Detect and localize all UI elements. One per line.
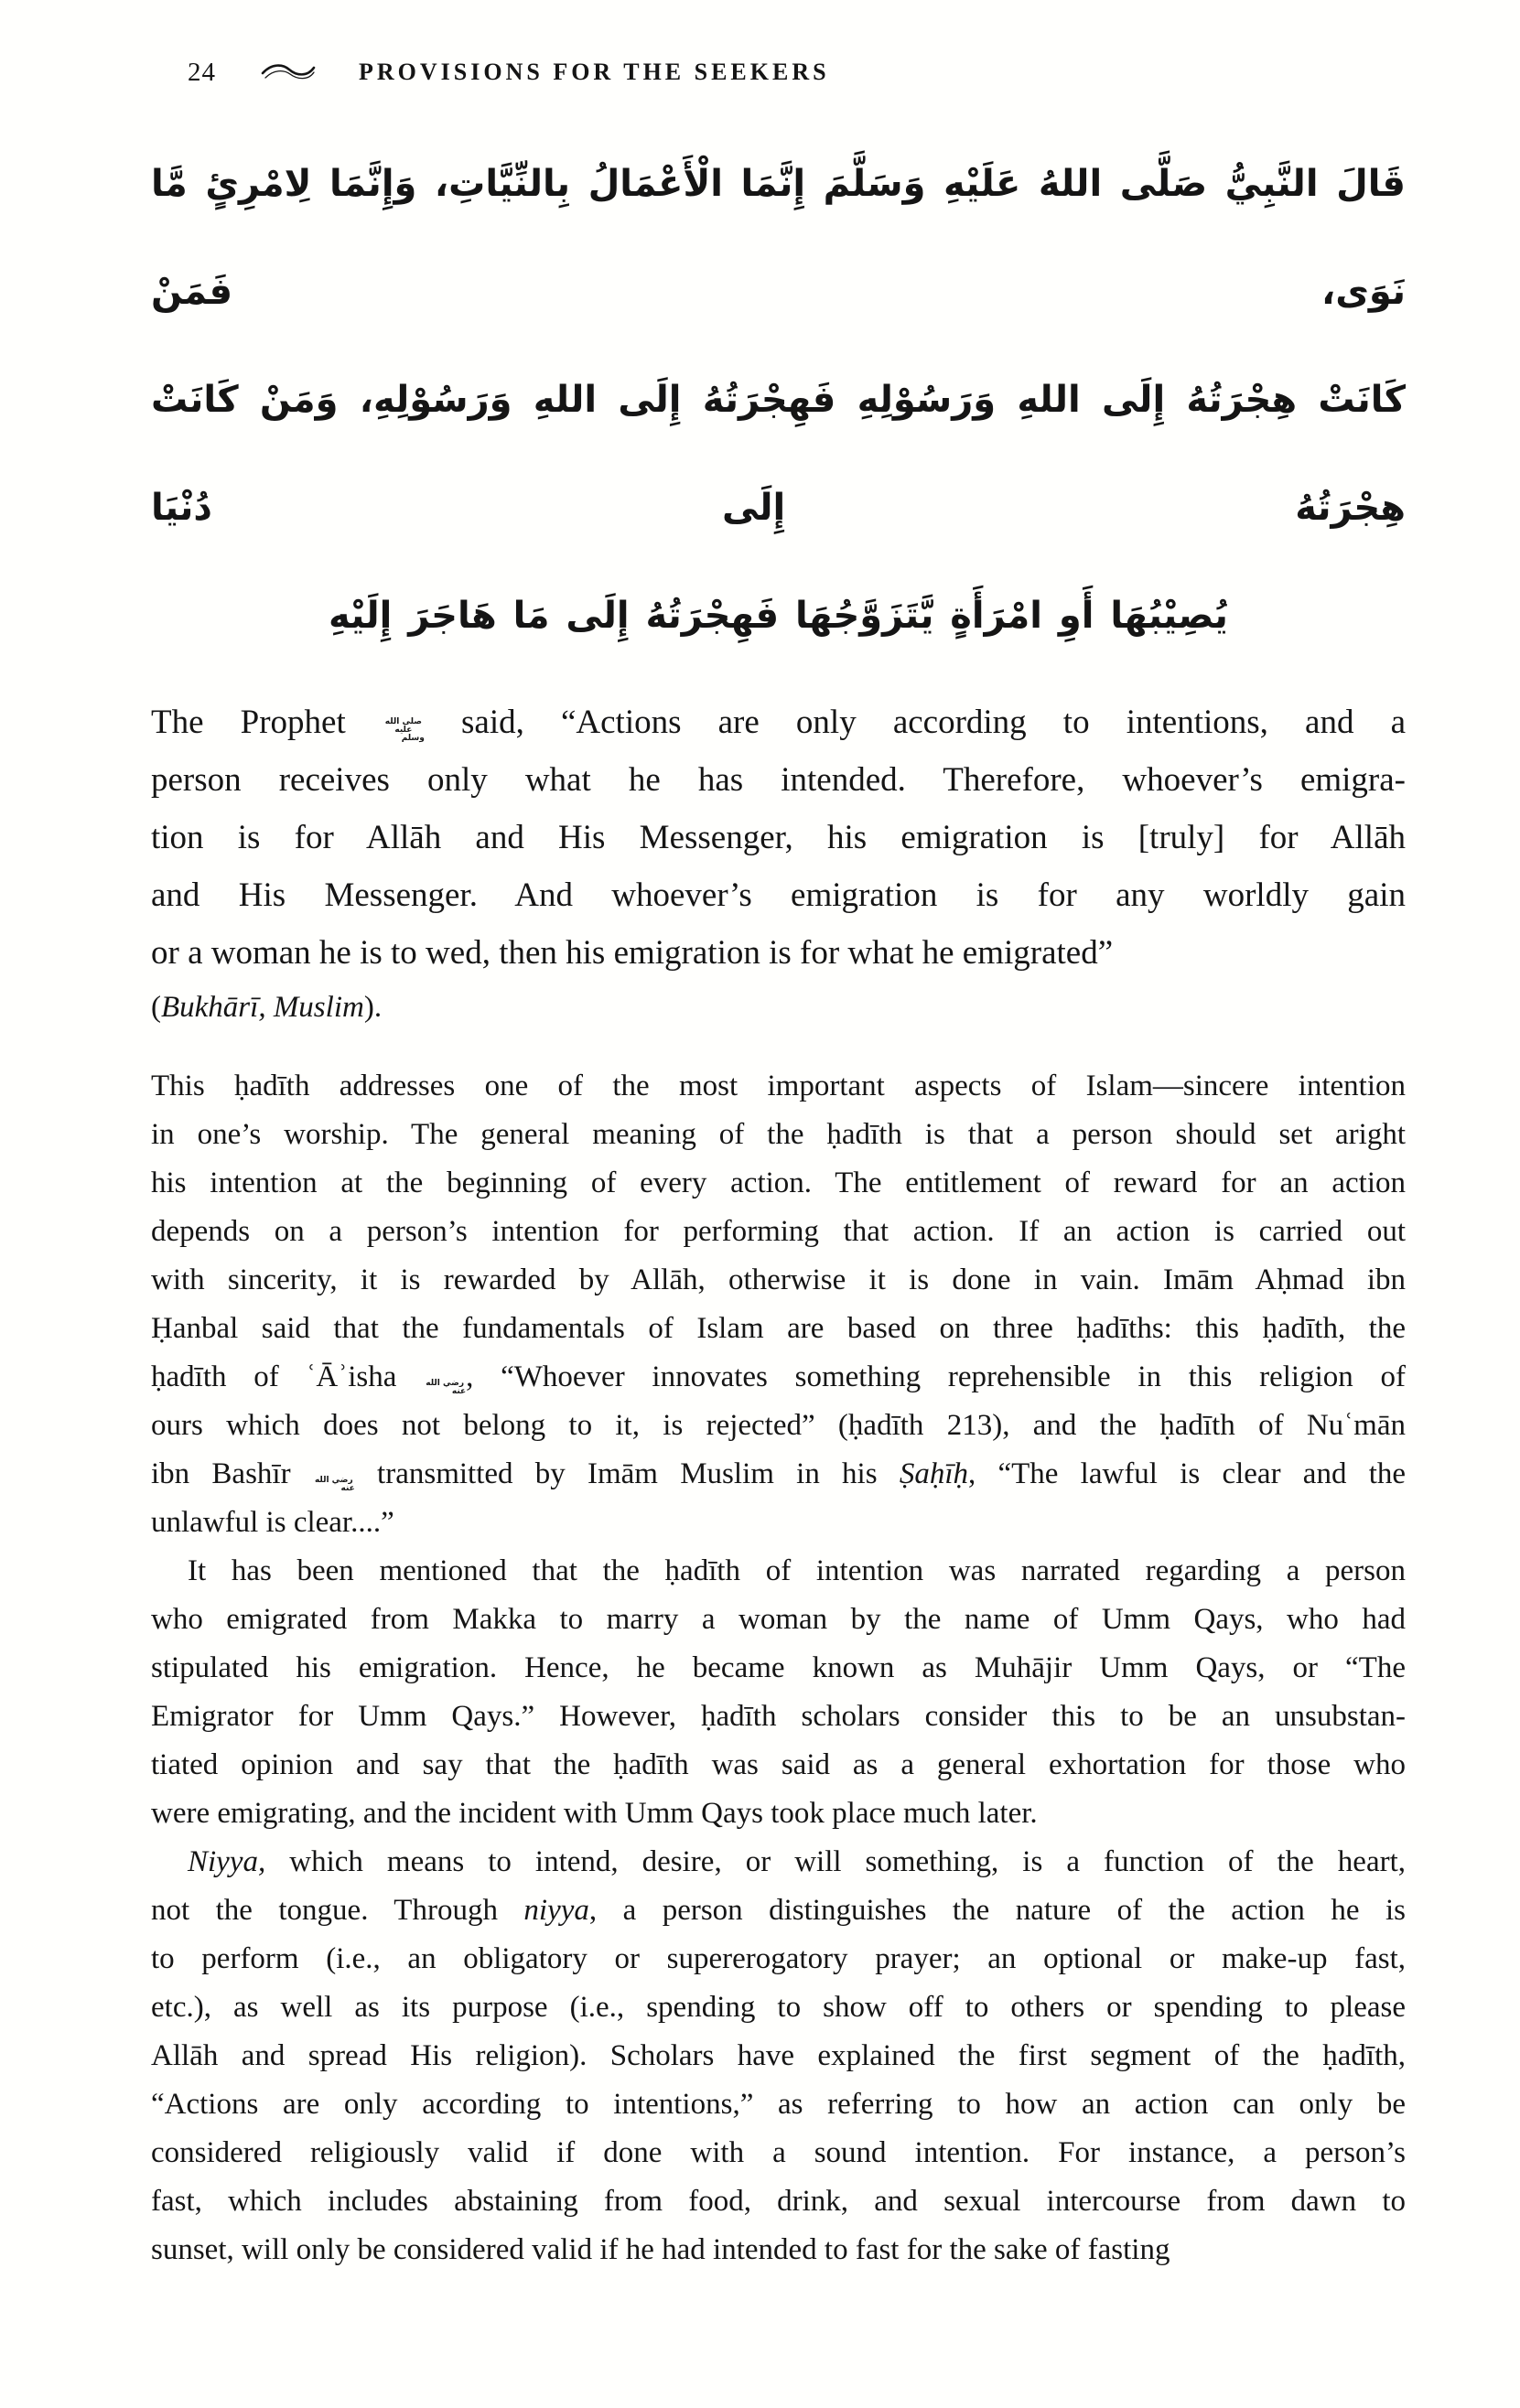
commentary-paragraph: [151, 1838, 1406, 2274]
header-swash-ornament-icon: [260, 61, 317, 88]
hadith-translation-block: [151, 693, 1406, 1033]
text-line: tiated opinion and say that the ḥadīth was said as a general exhortation for those who: [151, 1748, 1406, 1781]
honorific-ra-icon: رضي الله عنه: [314, 1476, 355, 1493]
text-line: stipulated his emigration. Hence, he became known as Muhājir Umm Qays, or “The: [151, 1651, 1406, 1684]
honorific-saw-icon: صلى الله عليه وسلم: [384, 717, 425, 743]
text-line: يُصِيْبُهَا أَوِ امْرَأَةٍ يَّتَزَوَّجُهَا فَهِجْرَتُهُ إِلَى مَا هَاجَرَ إِلَيْهِ: [329, 595, 1228, 637]
text-line: sunset, will only be considered valid if he had intended to fast for the sake of fasting: [151, 2233, 1170, 2266]
text-line: who emigrated from Makka to marry a woman by the name of Umm Qays, who had: [151, 1603, 1406, 1636]
text-line: depends on a person’s intention for performing that action. If an action is carried out: [151, 1215, 1406, 1248]
text-line: “Actions are only according to intentions,” as referring to how an action can only be: [151, 2088, 1406, 2121]
text-line: in one’s worship. The general meaning of the ḥadīth is that a person should set aright: [151, 1118, 1406, 1151]
hadith-citation: (Bukhārī, Muslim).: [151, 991, 383, 1024]
text-line: considered religiously valid if done with a sound intention. For instance, a person’s: [151, 2136, 1406, 2169]
text-line: It has been mentioned that the ḥadīth of intention was narrated regarding a person: [188, 1554, 1406, 1587]
text-line: person receives only what he has intended. Therefore, whoever’s emigra-: [151, 761, 1406, 799]
text-line: كَانَتْ هِجْرَتُهُ إِلَى اللهِ وَرَسُوْلِهِ فَهِجْرَتُهُ إِلَى اللهِ وَرَسُوْلِهِ، وَمَنْ كَانَتْ هِجْرَتُهُ إِلَى دُنْيَا: [151, 379, 1406, 529]
text-line: etc.), as well as its purpose (i.e., spending to show off to others or spending to please: [151, 1991, 1406, 2024]
text-line: fast, which includes abstaining from food, drink, and sexual intercourse from dawn to: [151, 2185, 1406, 2218]
text-line: ours which does not belong to it, is rejected” (ḥadīth 213), and the ḥadīth of Nuʿmān: [151, 1409, 1406, 1442]
running-header: [151, 57, 1406, 88]
text-line: or a woman he is to wed, then his emigration is for what he emigrated”: [151, 934, 1114, 972]
text-line: The Prophet صلى الله عليه وسلم said, “Actions are only according to intentions, and a: [151, 704, 1406, 743]
text-line: Allāh and spread His religion). Scholars have explained the first segment of the ḥadīth,: [151, 2039, 1406, 2072]
commentary-block: [151, 1062, 1406, 2274]
text-line: were emigrating, and the incident with Umm Qays took place much later.: [151, 1797, 1038, 1830]
text-line: Ḥanbal said that the fundamentals of Islam are based on three ḥadīths: this ḥadīth, the: [151, 1312, 1406, 1345]
hadith-arabic-block: [151, 130, 1406, 670]
translation-lines: [151, 693, 1406, 982]
text-line: This ḥadīth addresses one of the most important aspects of Islam—sincere intention: [151, 1070, 1406, 1102]
text-line: tion is for Allāh and His Messenger, his emigration is [truly] for Allāh: [151, 819, 1406, 856]
text-line: with sincerity, it is rewarded by Allāh, otherwise it is done in vain. Imām Aḥmad ibn: [151, 1263, 1406, 1296]
text-line: his intention at the beginning of every action. The entitlement of reward for an action: [151, 1166, 1406, 1199]
text-line: not the tongue. Through niyya, a person distinguishes the nature of the action he is: [151, 1894, 1406, 1927]
text-line: قَالَ النَّبِيُّ صَلَّى اللهُ عَلَيْهِ وَسَلَّمَ إِنَّمَا الْأَعْمَالُ بِالنِّيَّاتِ، وَإِنَّمَا لِامْرِئٍ مَّا نَوَى، فَمَنْ: [151, 163, 1406, 313]
text-line: ibn Bashīr رضي الله عنه transmitted by Imām Muslim in his Ṣaḥīḥ, “The lawful is clear and the: [151, 1457, 1407, 1493]
page-number: 24: [188, 57, 216, 87]
book-title: PROVISIONS FOR THE SEEKERS: [359, 59, 830, 85]
text-line: Emigrator for Umm Qays.” However, ḥadīth scholars consider this to be an unsubstan-: [151, 1700, 1406, 1733]
text-line: ḥadīth of ʿĀʾisha رضي الله عنه, “Whoever innovates something reprehensible in this religion of: [151, 1360, 1406, 1396]
text-line: and His Messenger. And whoever’s emigration is for any worldly gain: [151, 876, 1406, 914]
text-line: unlawful is clear....”: [151, 1506, 394, 1539]
text-line: to perform (i.e., an obligatory or supererogatory prayer; an optional or make-up fast,: [151, 1942, 1406, 1975]
commentary-paragraph: [151, 1062, 1406, 1547]
text-line: Niyya, which means to intend, desire, or will something, is a function of the heart,: [188, 1845, 1406, 1878]
commentary-paragraph: [151, 1547, 1406, 1838]
honorific-ra-icon: رضي الله عنه: [426, 1379, 467, 1396]
